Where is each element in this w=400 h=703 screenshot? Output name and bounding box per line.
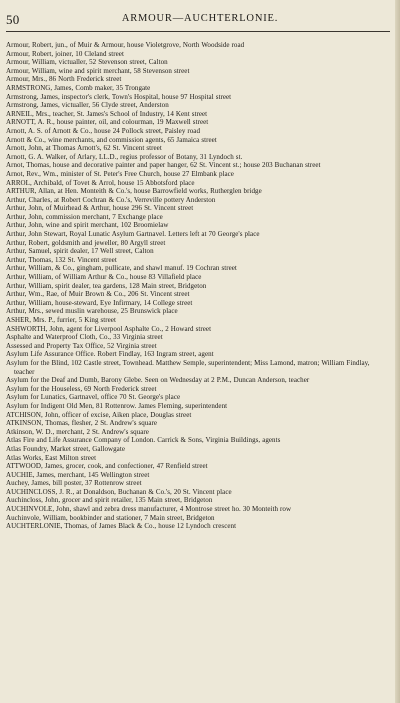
directory-entry: Arthur, Charles, at Robert Cochran & Co.'s, Verreville pottery Anderston [6, 195, 216, 204]
page-edge [395, 0, 400, 703]
directory-entry: ASHER, Mrs. P., furrier, 5 King street [6, 316, 116, 324]
directory-entry: ARROL, Archibald, of Tovet & Arrol, house 15 Abbotsford place [6, 178, 195, 187]
directory-entry: Arnott, John, at Thomas Arnott's, 62 St. Vincent street [6, 144, 162, 153]
directory-entry: Armour, William, victualler, 52 Stevenson street, Calton [6, 58, 168, 67]
directory-entry: Armour, William, wine and spirit merchant, 58 Stevenson street [6, 66, 190, 75]
directory-entry: Armstrong, James, inspector's clerk, Town's Hospital, house 97 Hospital street [6, 92, 232, 101]
directory-entry: Arthur, William, house-steward, Eye Infirmary, 14 College street [6, 298, 193, 307]
directory-entry: ARMSTRONG, James, Comb maker, 35 Trongate [6, 83, 151, 92]
directory-entry: Asylum Life Assurance Office. Robert Findlay, 163 Ingram street, agent [6, 350, 214, 359]
directory-entry: Arthur, Mrs., sewed muslin warehouse, 25 Brunswick place [6, 307, 178, 316]
directory-entry: ATCHISON, John, officer of excise, Aiken place, Douglas street [6, 410, 192, 419]
directory-entry: Arthur, John, wine and spirit merchant, 102 Broomielaw [6, 221, 169, 230]
directory-entry: Arthur, Wm., Rae, of Muir Brown & Co., 206 St. Vincent street [6, 290, 190, 299]
directory-entry: ARTHUR, Allan, at Hen. Monteith & Co.'s, house Barrowfield works, Rutherglen bridge [6, 187, 262, 196]
directory-entry: Asylum for Indigent Old Men, 81 Rottenrow. James Fleming, superintendent [6, 401, 228, 410]
directory-entry: ASHWORTH, John, agent for Liverpool Asphalte Co., 2 Howard street [6, 324, 212, 333]
page-title: ARMOUR—AUCHTERLONIE. [121, 13, 279, 24]
directory-entry: AUCHIE, James, merchant, 145 Wellington street [6, 470, 150, 479]
directory-entry: Auchinvole, William, bookbinder and stationer, 7 Main street, Bridgeton [6, 513, 215, 522]
directory-entry: Asylum for the Blind, 102 Castle street, Townhead. Matthew Semple, superintendent; Miss Lamond, matron; William Findlay, teacher [6, 358, 370, 376]
directory-entry: ARNEIL, Mrs., teacher, St. James's School of Industry, 14 Kent street [6, 109, 208, 118]
directory-entry: Arthur, William, & Co., gingham, pullicate, and shawl manuf. 19 Cochran street [6, 264, 237, 273]
directory-entry: Asylum for the Houseless, 69 North Frederick street [6, 384, 157, 393]
directory-entry: Arthur, John, commission merchant, 7 Exchange place [6, 212, 163, 221]
directory-entry: Arthur, Robert, goldsmith and jeweller, 80 Argyll street [6, 238, 166, 247]
directory-entry: Armour, Robert, jun., of Muir & Armour, house Violetgrove, North Woodside road [6, 41, 245, 49]
directory-entry: Arthur, William, of William Arthur & Co., house 83 Villafield place [6, 273, 202, 282]
directory-entry: Asylum for the Deaf and Dumb, Barony Glebe. Seen on Wednesday at 2 P.M., Duncan Anderson, teacher [6, 376, 310, 385]
directory-entry: Atlas Foundry, Market street, Gallowgate [6, 444, 125, 453]
directory-entry: Auchey, James, bill poster, 37 Rottenrow street [6, 479, 142, 488]
directory-entry: Arthur, Thomas, 132 St. Vincent street [6, 255, 117, 264]
directory-entry: Arthur, William, spirit dealer, tea gardens, 128 Main street, Bridgeton [6, 281, 207, 290]
directory-entry: Asphalte and Waterproof Cloth, Co., 33 Virginia street [6, 333, 163, 342]
directory-entry: AUCHINVOLE, John, shawl and zebra dress manufacturer, 4 Montrose street ho. 30 Monteith row [6, 505, 292, 514]
directory-entry: Atkinson, W. D., merchant, 2 St. Andrew's square [6, 427, 149, 436]
directory-entry: Atlas Fire and Life Assurance Company of London. Carrick & Sons, Virginia Buildings, agents [6, 436, 281, 445]
directory-entry: Arnott, A. S. of Arnott & Co., house 24 Pollock street, Paisley road [6, 126, 201, 135]
directory-entry: Arnott & Co., wine merchants, and commission agents, 65 Jamaica street [6, 135, 217, 144]
directory-entry: Armstrong, James, victualler, 56 Clyde street, Anderston [6, 101, 169, 110]
directory-entry: Arnott, G. A. Walker, of Arlary, LL.D., regius professor of Botany, 31 Lyndoch st. [6, 152, 243, 161]
directory-entry: Arnot, Thomas, house and decorative painter and paper hanger, 62 St. Vincent st.; house 203 Buchanan street [6, 161, 321, 170]
directory-entry: Auchincloss, John, grocer and spirit retailer, 135 Main street, Bridgeton [6, 496, 213, 505]
directory-entry: Assessed and Property Tax Office, 52 Virginia street [6, 341, 157, 350]
directory-entry: Armour, Robert, joiner, 10 Cleland street [6, 49, 124, 58]
header-rule [6, 31, 390, 32]
directory-entries [6, 41, 390, 531]
directory-entry: AUCHINCLOSS, J. R., at Donaldson, Buchanan & Co.'s, 20 St. Vincent place [6, 487, 232, 496]
directory-entry: Asylum for Lunatics, Gartnavel, office 70 St. George's place [6, 393, 181, 402]
directory-entry: ATTWOOD, James, grocer, cook, and confectioner, 47 Renfield street [6, 462, 208, 471]
directory-entry: ATKINSON, Thomas, flesher, 2 St. Andrew's square [6, 419, 158, 428]
directory-entry: AUCHTERLONIE, Thomas, of James Black & Co., house 12 Lyndoch crescent [6, 522, 237, 531]
directory-entry: Arthur, John, of Muirhead & Arthur, house 296 St. Vincent street [6, 204, 194, 213]
directory-entry: ARNOTT, A. R., house painter, oil, and colourman, 19 Maxwell street [6, 118, 209, 127]
directory-entry: Arthur, John Stewart, Royal Lunatic Asylum Gartnavel. Letters left at 70 George's place [6, 230, 260, 239]
directory-entry: Arthur, Samuel, spirit dealer, 17 Well street, Calton [6, 247, 154, 256]
directory-entry: Armour, Mrs., 86 North Frederick street [6, 75, 122, 84]
directory-entry: Arnot, Rev., Wm., minister of St. Peter's Free Church, house 27 Elmbank place [6, 169, 234, 178]
page-header [0, 12, 400, 28]
page-number: 50 [6, 12, 20, 27]
directory-entry: Atlas Works, East Milton street [6, 453, 97, 462]
